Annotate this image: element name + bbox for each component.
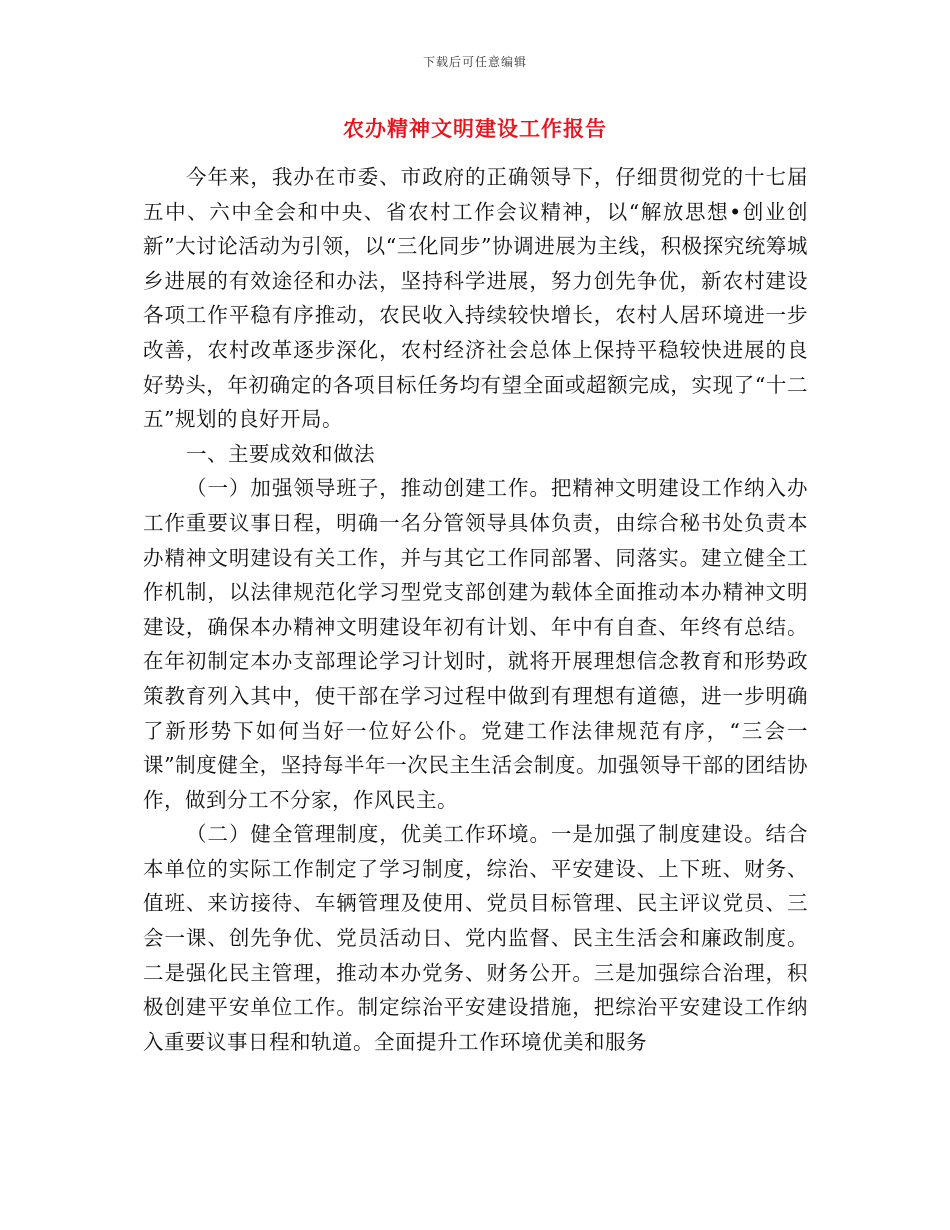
paragraph-section-1: （一）加强领导班子，推动创建工作。把精神文明建设工作纳入办工作重要议事日程，明确一名分管领导具体负责，由综合秘书处负责本办精神文明建设有关工作，并与其它工作同部署、同落实。建立健全工作机制，以法律规范化学习型党支部创建为载体全面推动本办精神文明建设，确保本办精神文明建设年初有计划、年中有自查、年终有总结。在年初制定本办支部理论学习计划时，就将开展理想信念教育和形势政策教育列入其中，使干部在学习过程中做到有理想有道德，进一步明确了新形势下如何当好一位好公仆。党建工作法律规范有序，“三会一课”制度健全，坚持每半年一次民主生活会制度。加强领导干部的团结协作，做到分工不分家，作风民主。 [143, 476, 808, 812]
document-title: 农办精神文明建设工作报告 [343, 116, 607, 141]
header-note: 下载后可任意编辑 [422, 55, 527, 69]
document-body [143, 160, 808, 1059]
paragraph-section-2: （二）健全管理制度，优美工作环境。一是加强了制度建设。结合本单位的实际工作制定了学习制度，综治、平安建设、上下班、财务、值班、来访接待、车辆管理及使用、党员目标管理、民主评议党员、三会一课、创先争优、党员活动日、党内监督、民主生活会和廉政制度。二是强化民主管理，推动本办党务、财务公开。三是加强综合治理，积极创建平安单位工作。制定综治平安建设措施，把综治平安建设工作纳入重要议事日程和轨道。全面提升工作环境优美和服务 [143, 822, 808, 1054]
section-heading: 一、主要成效和做法 [186, 441, 376, 466]
paragraph-intro: 今年来，我办在市委、市政府的正确领导下，仔细贯彻党的十七届五中、六中全会和中央、省农村工作会议精神，以“解放思想•创业创新”大讨论活动为引领，以“三化同步”协调进展为主线，积极探究统筹城乡进展的有效途径和办法，坚持科学进展，努力创先争优，新农村建设各项工作平稳有序推动，农民收入持续较快增长，农村人居环境进一步改善，农村改革逐步深化，农村经济社会总体上保持平稳较快进展的良好势头，年初确定的各项目标任务均有望全面或超额完成，实现了“十二五”规划的良好开局。 [143, 165, 808, 432]
